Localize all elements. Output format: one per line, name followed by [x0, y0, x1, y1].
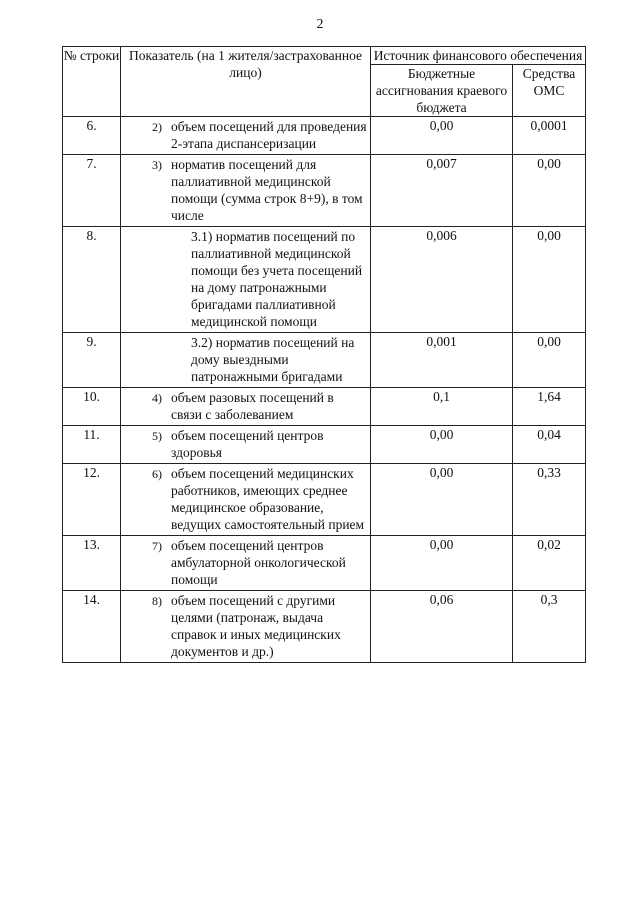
- budget-value: 0,006: [371, 227, 513, 333]
- row-number: 10.: [63, 388, 121, 426]
- header-row: [63, 47, 586, 65]
- indicator-cell: [121, 227, 371, 333]
- indicator-cell: [121, 333, 371, 388]
- item-marker: 4): [152, 391, 162, 405]
- row-number: 6.: [63, 117, 121, 155]
- row-number: 11.: [63, 426, 121, 464]
- header-financing-source: Источник финансового обеспечения: [371, 47, 586, 65]
- indicator-cell: [121, 464, 371, 536]
- oms-value: 0,00: [513, 227, 586, 333]
- indicator-text: объем посещений центров здоровья: [171, 428, 324, 460]
- item-marker: 3): [152, 158, 162, 172]
- budget-value: 0,001: [371, 333, 513, 388]
- row-number: 7.: [63, 155, 121, 227]
- table-row: [63, 591, 586, 663]
- row-number: 9.: [63, 333, 121, 388]
- header-row-number: № строки: [63, 47, 121, 117]
- item-marker: 6): [152, 467, 162, 481]
- indicator-text: 3.1) норматив посещений по паллиативной медицинской помощи без учета посещений на дому патронажными бригадами паллиативной медицинской помощи: [191, 229, 363, 329]
- budget-value: 0,1: [371, 388, 513, 426]
- table-row: [63, 227, 586, 333]
- indicator-text: 3.2) норматив посещений на дому выездными патронажными бригадами: [191, 335, 355, 384]
- page-number: 2: [316, 17, 324, 32]
- header-oms: Средства ОМС: [513, 65, 586, 117]
- oms-value: 0,3: [513, 591, 586, 663]
- budget-value: 0,00: [371, 536, 513, 591]
- item-marker: 8): [152, 594, 162, 608]
- row-number: 12.: [63, 464, 121, 536]
- indicator-text: объем посещений центров амбулаторной онкологической помощи: [171, 538, 346, 587]
- oms-value: 0,02: [513, 536, 586, 591]
- table-row: [63, 388, 586, 426]
- budget-value: 0,06: [371, 591, 513, 663]
- indicator-cell: [121, 426, 371, 464]
- indicator-text: объем посещений с другими целями (патронаж, выдача справок и иных медицинских документов и др.): [171, 593, 341, 659]
- oms-value: 0,04: [513, 426, 586, 464]
- item-marker: 5): [152, 429, 162, 443]
- indicator-cell: [121, 155, 371, 227]
- table-row: [63, 333, 586, 388]
- table-row: [63, 117, 586, 155]
- indicator-text: объем посещений медицинских работников, имеющих среднее медицинское образование, ведущих самостоятельный прием: [171, 466, 365, 532]
- indicator-text: объем посещений для проведения 2-этапа диспансеризации: [171, 119, 367, 151]
- oms-value: 0,33: [513, 464, 586, 536]
- table-row: [63, 464, 586, 536]
- oms-value: 1,64: [513, 388, 586, 426]
- budget-value: 0,00: [371, 117, 513, 155]
- budget-value: 0,007: [371, 155, 513, 227]
- item-marker: 2): [152, 120, 162, 134]
- header-budget: Бюджетные ассигнования краевого бюджета: [371, 65, 513, 117]
- oms-value: 0,00: [513, 333, 586, 388]
- budget-value: 0,00: [371, 464, 513, 536]
- indicator-cell: [121, 117, 371, 155]
- row-number: 13.: [63, 536, 121, 591]
- indicator-text: объем разовых посещений в связи с заболеванием: [171, 390, 334, 422]
- indicator-cell: [121, 388, 371, 426]
- indicator-cell: [121, 536, 371, 591]
- table-row: [63, 426, 586, 464]
- table-row: [63, 155, 586, 227]
- oms-value: 0,0001: [513, 117, 586, 155]
- financing-table: [62, 46, 586, 663]
- header-indicator: Показатель (на 1 жителя/застрахованное лицо): [121, 47, 371, 117]
- indicator-text: норматив посещений для паллиативной медицинской помощи (сумма строк 8+9), в том числе: [171, 157, 363, 223]
- indicator-cell: [121, 591, 371, 663]
- oms-value: 0,00: [513, 155, 586, 227]
- row-number: 14.: [63, 591, 121, 663]
- budget-value: 0,00: [371, 426, 513, 464]
- item-marker: 7): [152, 539, 162, 553]
- table-row: [63, 536, 586, 591]
- row-number: 8.: [63, 227, 121, 333]
